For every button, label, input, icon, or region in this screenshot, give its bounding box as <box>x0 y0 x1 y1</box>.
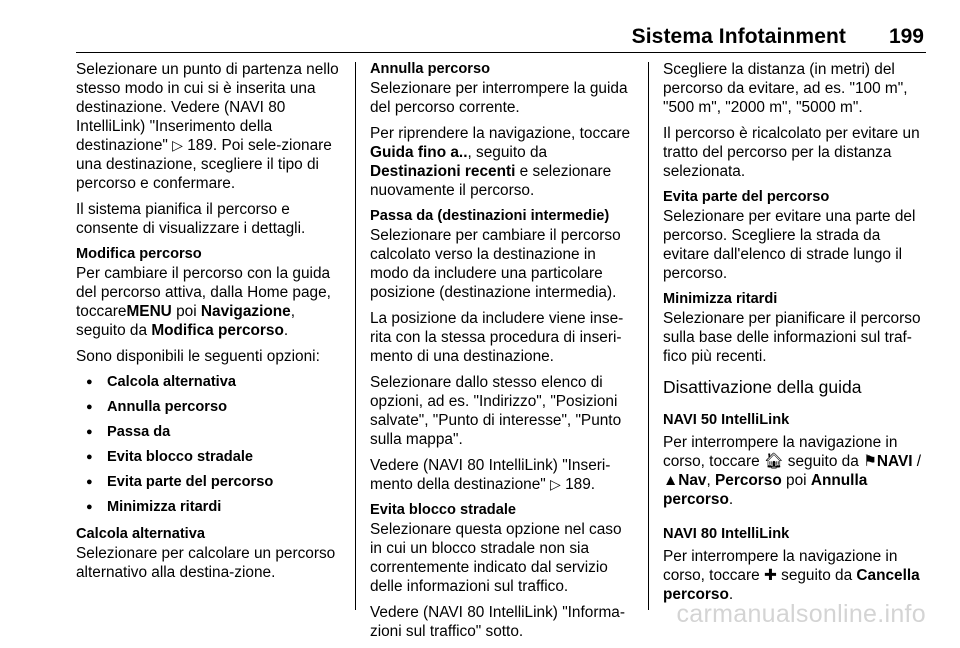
list-item: ● Passa da <box>76 423 346 442</box>
modifica-label: Modifica percorso <box>151 322 284 339</box>
list-item: ● Minimizza ritardi <box>76 498 346 517</box>
header-title: Sistema Infotainment <box>631 25 846 48</box>
list-item: ● Evita parte del percorso <box>76 473 346 492</box>
navigazione-label: Navigazione <box>200 303 291 320</box>
list-item: ● Evita blocco stradale <box>76 448 346 467</box>
paragraph-posizione: La posizione da includere viene inse-rita con la stessa procedura di inseri-mento di una destinazione. <box>370 310 624 365</box>
annulla-percorso-label: Annulla percorso <box>663 472 868 508</box>
subheading-calcola: Calcola alternativa <box>76 526 205 542</box>
home-icon: 🏠︎ <box>763 453 784 470</box>
paragraph-distanza: Scegliere la distanza (in metri) del percorso da evitare, ad es. "100 m", "500 m", "2000 m", "5000 m". <box>663 61 908 116</box>
header-rule <box>76 52 926 53</box>
column-divider-1 <box>355 62 356 610</box>
section-evita-blocco: Evita blocco stradale Selezionare questa opzione nel caso in cui un blocco stradale non sia correntemente indicato dal servizio delle informazioni sul traffico. <box>370 501 632 596</box>
flag-icon: ⚑ <box>863 453 877 470</box>
section-title-disattivazione: Disattivazione della guida <box>663 377 862 397</box>
page-header <box>76 0 926 50</box>
subheading-annulla: Annulla percorso <box>370 61 491 77</box>
subheading-modifica: Modifica percorso <box>76 246 202 262</box>
subheading-navi80: NAVI 80 IntelliLink <box>663 526 790 542</box>
section-navi50: NAVI 50 IntelliLink Per interrompere la navigazione in corso, toccare 🏠︎ seguito da ⚑NAVI / ▲Nav, Percorso poi Annulla percorso. <box>663 411 928 509</box>
column-3 <box>663 60 928 611</box>
section-calcola: Calcola alternativa Selezionare per calcolare un percorso alternativo alla destina-zione. <box>76 525 346 582</box>
subheading-minimizza: Minimizza ritardi <box>663 291 778 307</box>
paragraph-ricalcolato: Il percorso è ricalcolato per evitare un tratto del percorso per la distanza selezionata. <box>663 125 920 180</box>
paragraph-elenco: Selezionare dallo stesso elenco di opzioni, ad es. "Indirizzo", "Posizioni salvate", "Punto di interesse", "Punto sulla mappa". <box>370 374 622 448</box>
paragraph-plan: Il sistema pianifica il percorso e consente di visualizzare i dettagli. <box>76 201 306 237</box>
list-item: ● Annulla percorso <box>76 398 346 417</box>
plus-icon: ✚ <box>763 567 777 584</box>
arrow-ref-icon: ▷ <box>172 137 183 153</box>
menu-label: MENU <box>126 303 172 320</box>
section-modifica: Modifica percorso Per cambiare il percorso con la guida del percorso attiva, dalla Home page, toccareMENU poi Navigazione, seguito da Modifica percorso. <box>76 245 346 340</box>
guida-fino-label: Guida fino a.. <box>370 144 468 161</box>
destinazioni-recenti-label: Destinazioni recenti <box>370 163 516 180</box>
section-evita-parte: Evita parte del percorso Selezionare per evitare una parte del percorso. Scegliere la strada da evitare dall'elenco di strade lungo il percorso. <box>663 188 928 283</box>
subheading-evita-parte: Evita parte del percorso <box>663 189 830 205</box>
car-icon: ▲ <box>663 472 679 489</box>
column-divider-2 <box>648 62 649 610</box>
column-1 <box>76 60 346 589</box>
section-minimizza: Minimizza ritardi Selezionare per pianificare il percorso sulla base delle informazioni sul traf-fico più recenti. <box>663 290 928 366</box>
section-navi80: NAVI 80 IntelliLink Per interrompere la navigazione in corso, toccare ✚ seguito da Cancella percorso. <box>663 525 928 604</box>
subheading-passa: Passa da (destinazioni intermedie) <box>370 208 610 224</box>
percorso-label: Percorso <box>715 472 782 489</box>
cancella-percorso-label: Cancella percorso <box>663 567 920 603</box>
column-2 <box>370 60 632 648</box>
paragraph-vedere-2: Vedere (NAVI 80 IntelliLink) "Informa-zioni sul traffico" sotto. <box>370 604 625 640</box>
list-item: ● Calcola alternativa <box>76 373 346 392</box>
paragraph-vedere-1: Vedere (NAVI 80 IntelliLink) "Inseri-mento della destinazione" ▷ 189. <box>370 457 611 493</box>
subheading-navi50: NAVI 50 IntelliLink <box>663 412 790 428</box>
section-passa: Passa da (destinazioni intermedie) Selezionare per cambiare il percorso calcolato verso la destinazione in modo da includere una particolare posizione (destinazione intermedia). <box>370 207 632 302</box>
page-number: 199 <box>888 25 924 48</box>
options-intro: Sono disponibili le seguenti opzioni: <box>76 348 320 365</box>
paragraph-start-point: Selezionare un punto di partenza nello stesso modo in cui si è inserita una destinazione. Vedere (NAVI 80 IntelliLink) "Inserimento della destinazione" ▷ 189. Poi sele-zionare una destinazione, scegliere il tipo di percorso e confermare. <box>76 61 339 192</box>
subheading-evita-blocco: Evita blocco stradale <box>370 502 516 518</box>
paragraph-riprendere: Per riprendere la navigazione, toccare Guida fino a.., seguito da Destinazioni recenti e selezionare nuovamente il percorso. <box>370 125 631 199</box>
arrow-ref-icon: ▷ <box>550 476 561 492</box>
section-annulla: Annulla percorso Selezionare per interrompere la guida del percorso corrente. <box>370 60 632 117</box>
options-list <box>76 373 346 517</box>
watermark: carmanualsonline.info <box>676 600 926 628</box>
